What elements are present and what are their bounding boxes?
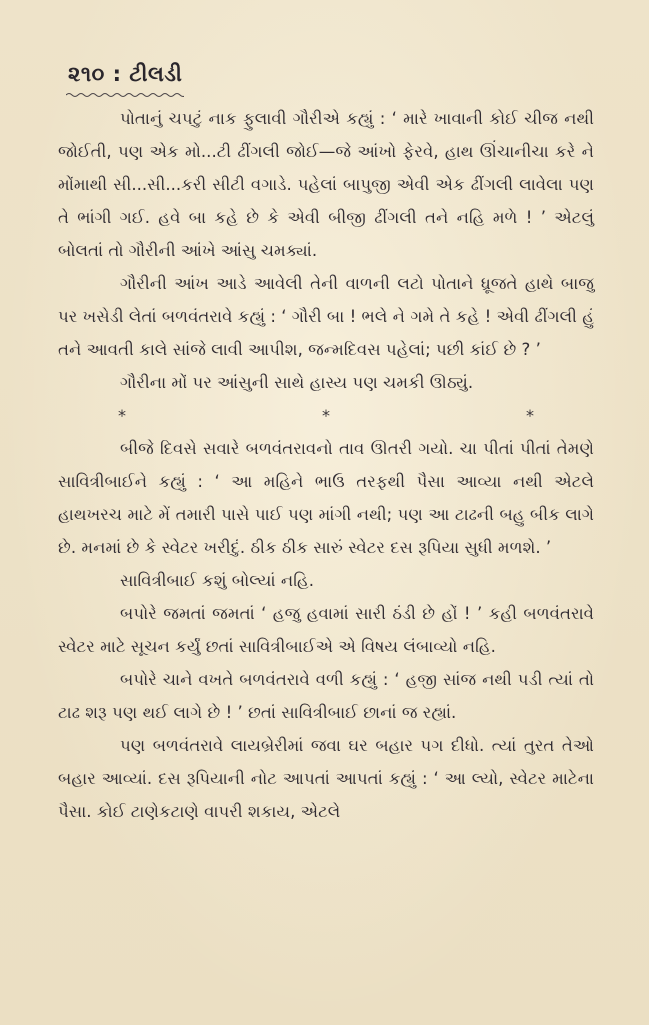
paragraph: પોતાનું ચપટું નાક ફુલાવી ગૌરીએ કહ્યું : ‘ મારે ખાવાની કોઈ ચીજ નથી જોઈતી, પણ એક મો...ટી ઢીંગલી જોઈ—જે આંખો ફેરવે, હાથ ઊંચાનીચા કરે ને મોંમાથી સી...સી...કરી સીટી વગાડે. પહેલાં બાપુજી એવી એક ઢીંગલી લાવેલા પણ તે ભાંગી ગઈ. હવે બા કહે છે કે એવી બીજી ઢીંગલી તને નહિ મળે ! ’ એટલું બોલતાં તો ગૌરીની આંખે આંસુ ચમક્યાં. <box>58 109 594 260</box>
paragraph: ગૌરીના મોં પર આંસુની સાથે હાસ્ય પણ ચમકી ઊઠ્યું. <box>120 373 474 392</box>
paragraph: પણ બળવંતરાવે લાયબ્રેરીમાં જવા ઘર બહાર પગ દીધો. ત્યાં તુરત તેઓ બહાર આવ્યાં. દસ રૂપિયાની નોટ આપતાં આપતાં કહ્યું : ‘ આ લ્યો, સ્વેટર માટેના પૈસા. કોઈ ટાણેકટાણે વાપરી શકાય, એટલે <box>58 736 594 821</box>
body-text <box>58 102 594 828</box>
divider-asterisk: * <box>526 406 534 425</box>
paragraph: ગૌરીની આંખ આડે આવેલી તેની વાળની લટો પોતાને ધ્રૂજતે હાથે બાજુ પર ખસેડી લેતાં બળવંતરાવે કહ્યું : ‘ ગૌરી બા ! ભલે ને ગમે તે કહે ! એવી ઢીંગલી હું તને આવતી કાલે સાંજે લાવી આપીશ, જન્મદિવસ પહેલાં; પછી કાંઈ છે ? ’ <box>58 274 594 359</box>
paragraph: બીજે દિવસે સવારે બળવંતરાવનો તાવ ઊતરી ગયો. ચા પીતાં પીતાં તેમણે સાવિત્રીબાઈને કહ્યું : ‘ આ મહિને ભાઉ તરફથી પૈસા આવ્યા નથી એટલે હાથખરચ માટે મેં તમારી પાસે પાઈ પણ માંગી નથી; પણ આ ટાઢની બહુ બીક લાગે છે. મનમાં છે કે સ્વેટર ખરીદું. ઠીક ઠીક સારું સ્વેટર દસ રૂપિયા સુધી મળશે. ’ <box>58 439 594 557</box>
divider-asterisk: * <box>322 406 330 425</box>
divider-asterisk: * <box>118 406 126 425</box>
page-header: ૨૧૦ : ટીલડી <box>68 62 183 86</box>
paragraph: બપોરે ચાને વખતે બળવંતરાવે વળી કહ્યું : ‘ હજી સાંજ નથી પડી ત્યાં તો ટાઢ શરૂ પણ થઈ લાગે છે ! ’ છતાં સાવિત્રીબાઈ છાનાં જ રહ્યાં. <box>58 670 594 722</box>
paragraph: બપોરે જમતાં જમતાં ‘ હજુ હવામાં સારી ઠંડી છે હોં ! ’ કહી બળવંતરાવે સ્વેટર માટે સૂચન કર્યું છતાં સાવિત્રીબાઈએ એ વિષય લંબાવ્યો નહિ. <box>58 604 594 656</box>
section-divider <box>58 399 594 432</box>
paragraph: સાવિત્રીબાઈ કશું બોલ્યાં નહિ. <box>120 571 315 590</box>
header-wavy-rule <box>66 92 184 98</box>
